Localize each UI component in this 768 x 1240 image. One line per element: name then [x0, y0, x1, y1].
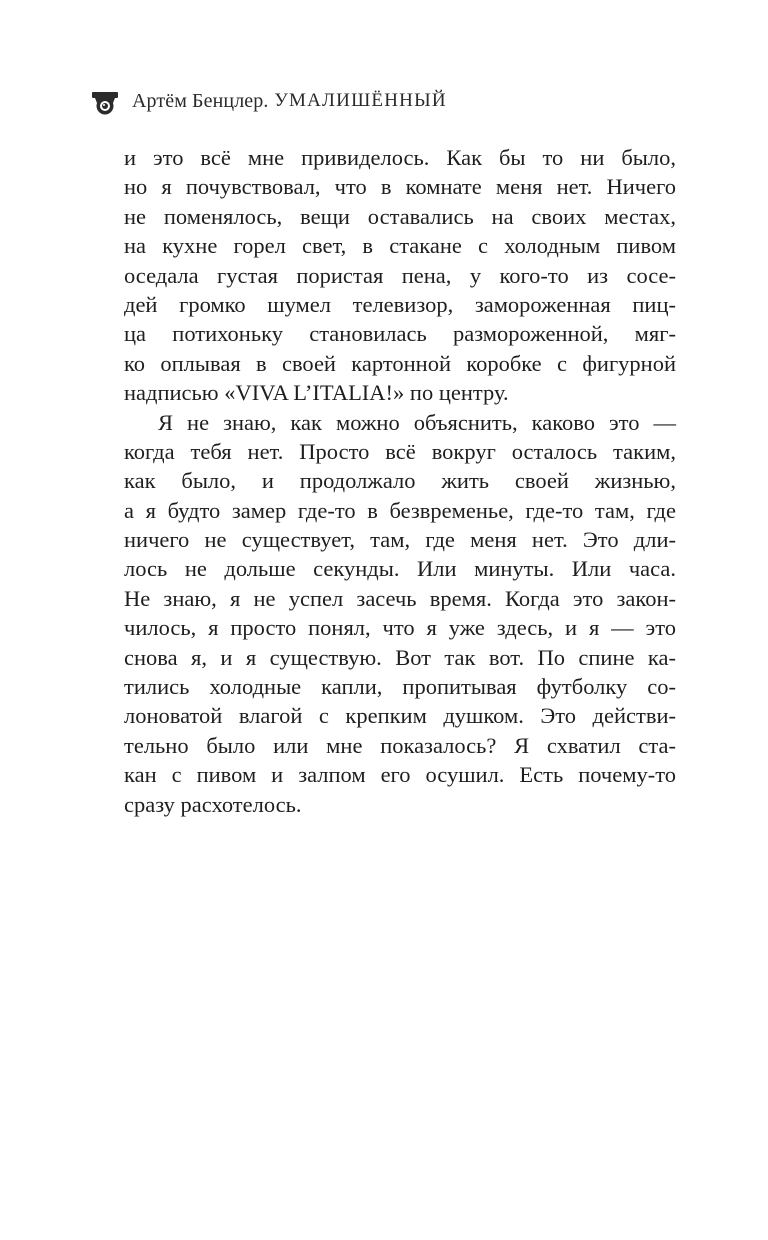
- text-line: Не знаю, я не успел засечь время. Когда это закон-: [124, 585, 676, 611]
- text-line: ничего не существует, там, где меня нет. Это дли-: [124, 527, 676, 553]
- text-line: тельно было или мне показалось? Я схватил ста-: [124, 732, 676, 758]
- paragraph-1: [124, 143, 676, 408]
- text-line: когда тебя нет. Просто всё вокруг осталось таким,: [124, 438, 676, 464]
- surveillance-camera-icon: [90, 86, 120, 116]
- text-line: и это всё мне привиделось. Как бы то ни было,: [124, 145, 676, 170]
- text-line: сразу расхотелось.: [124, 791, 302, 817]
- body-text: [124, 143, 676, 819]
- paragraph-2: [124, 408, 676, 819]
- text-line: дей громко шумел телевизор, замороженная пиц-: [124, 291, 676, 317]
- book-title: УМАЛИШЁННЫЙ: [274, 90, 447, 111]
- text-line: ца потихоньку становилась размороженной, мяг-: [124, 321, 676, 347]
- text-line: Я не знаю, как можно объяснить, каково это —: [158, 409, 676, 435]
- text-line: лось не дольше секунды. Или минуты. Или часа.: [124, 556, 676, 582]
- header-separator: .: [263, 89, 269, 112]
- text-line: тились холодные капли, пропитывая футболку со-: [124, 674, 676, 700]
- text-line: кан с пивом и залпом его осушил. Есть почему-то: [124, 762, 676, 788]
- text-line: не поменялось, вещи оставались на своих местах,: [124, 203, 676, 229]
- text-line: ко оплывая в своей картонной коробке с фигурной: [124, 350, 676, 376]
- text-line: но я почувствовал, что в комнате меня нет. Ничего: [124, 174, 676, 200]
- text-line: надписью «VIVA L’ITALIA!» по центру.: [124, 380, 509, 406]
- text-line: снова я, и я существую. Вот так вот. По спине ка-: [124, 644, 676, 670]
- text-line: лоноватой влагой с крепким душком. Это действи-: [124, 703, 676, 729]
- text-line: оседала густая пористая пена, у кого-то из сосе-: [124, 262, 676, 288]
- running-header: [90, 86, 447, 116]
- author-name: Артём Бенцлер: [132, 89, 264, 112]
- text-line: как было, и продолжало жить своей жизнью,: [124, 468, 676, 494]
- text-line: на кухне горел свет, в стакане с холодным пивом: [124, 233, 676, 259]
- text-line: а я будто замер где-то в безвременье, где-то там, где: [124, 497, 676, 523]
- text-line: чилось, я просто понял, что я уже здесь, и я — это: [124, 615, 676, 641]
